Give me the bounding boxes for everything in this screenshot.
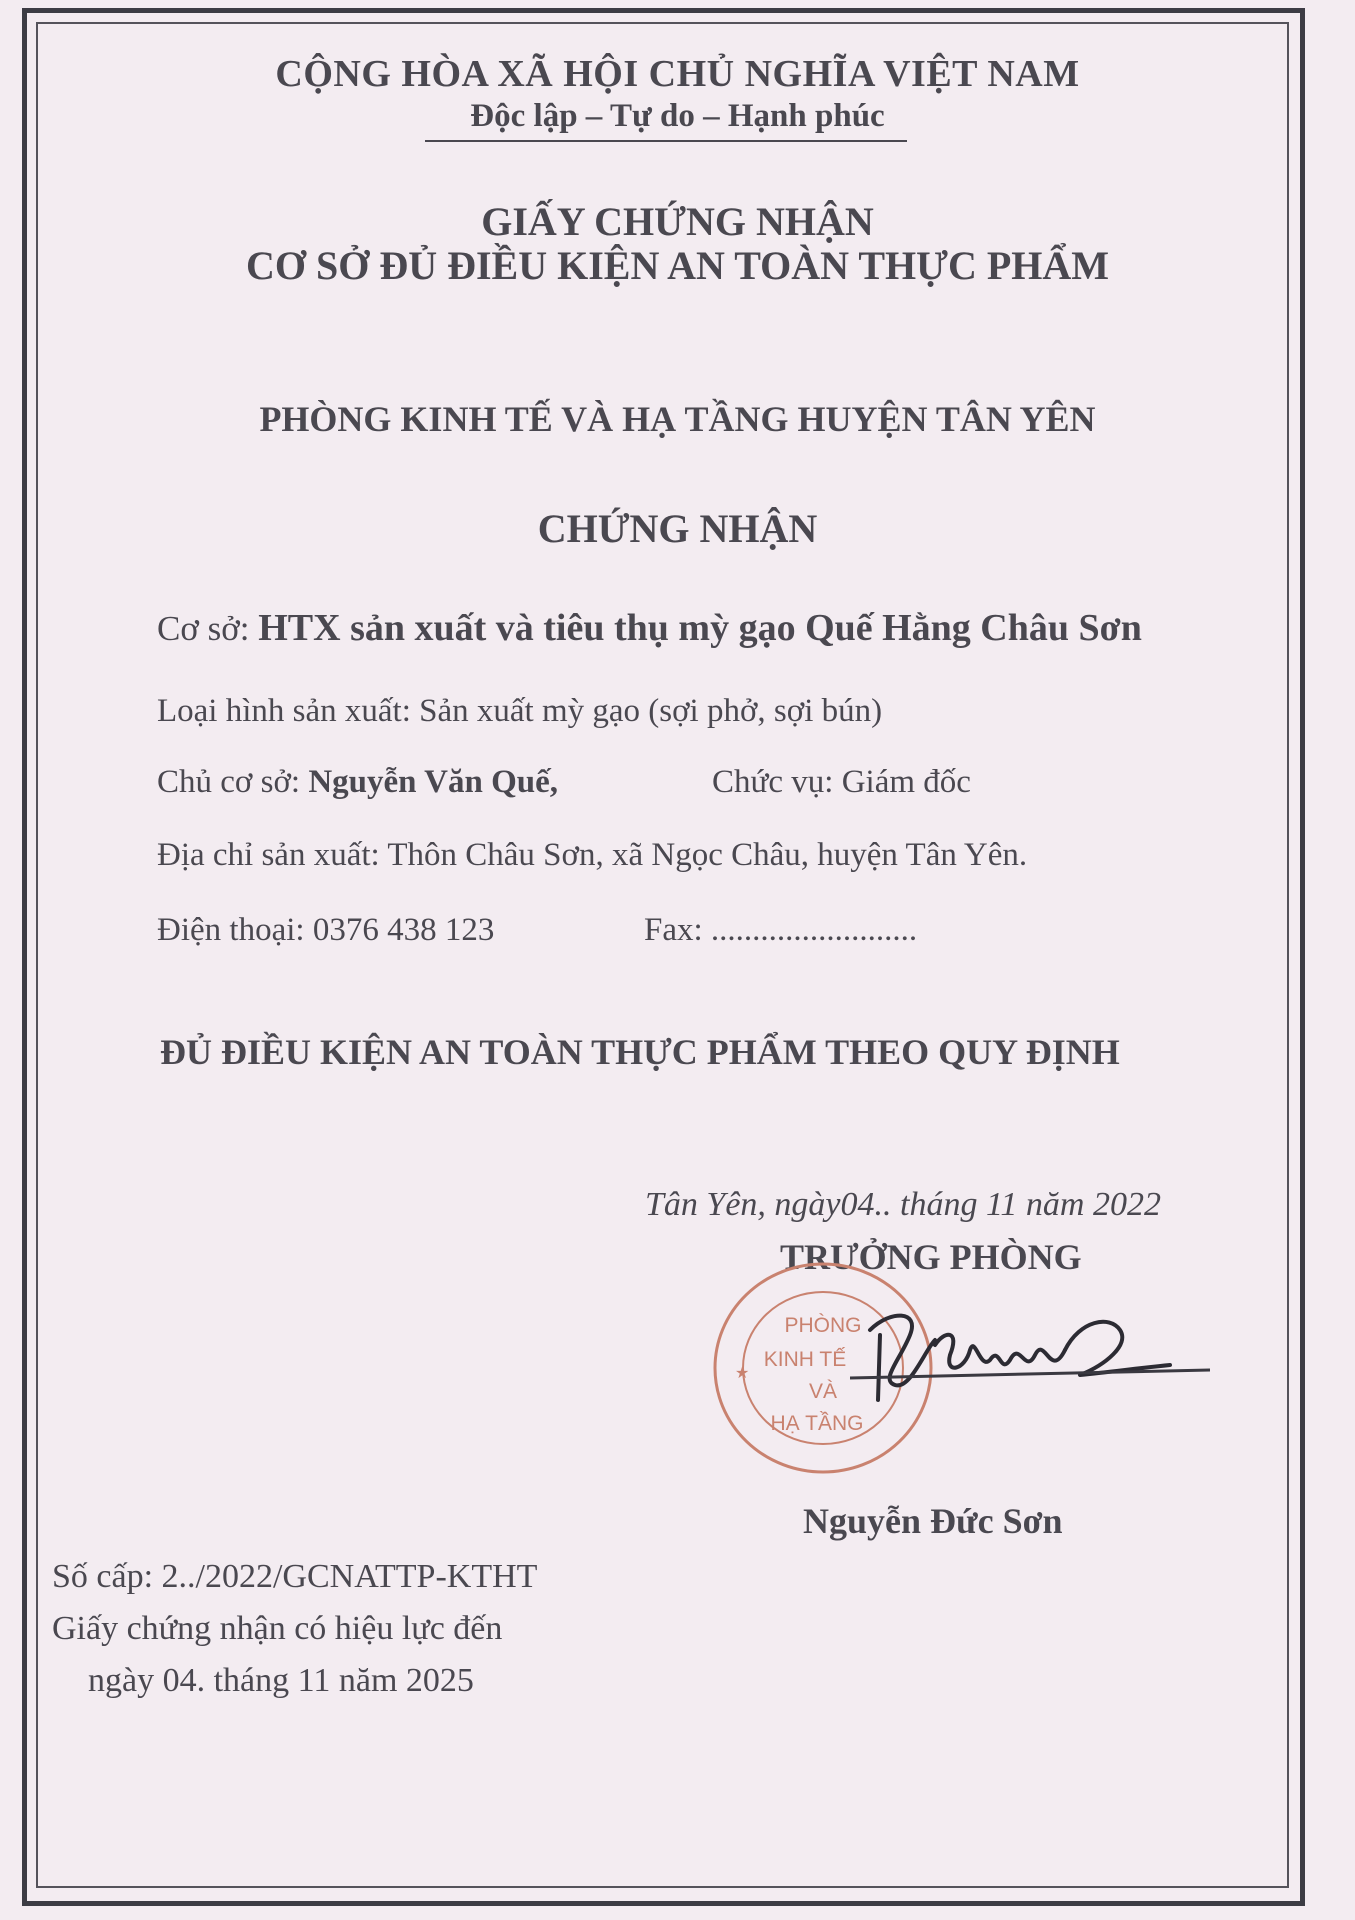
inner-border (36, 22, 1289, 1888)
svg-text:KINH TẾ: KINH TẾ (763, 1348, 847, 1371)
motto-underline (425, 140, 907, 142)
address-label: Địa chỉ sản xuất: (157, 837, 380, 873)
national-motto: Độc lập – Tự do – Hạnh phúc (470, 98, 885, 134)
phone-label: Điện thoại: (157, 912, 305, 948)
svg-text:HẠ TẦNG: HẠ TẦNG (770, 1412, 864, 1435)
position-value: Giám đốc (841, 764, 971, 800)
fax-value: ......................... (710, 912, 918, 948)
issuing-office: PHÒNG KINH TẾ VÀ HẠ TẦNG HUYỆN TÂN YÊN (259, 399, 1096, 439)
svg-text:VÀ: VÀ (808, 1380, 838, 1403)
facility-label: Cơ sở: (157, 609, 250, 648)
svg-text:PHÒNG: PHÒNG (784, 1314, 862, 1337)
owner-value: Nguyễn Văn Quế, (308, 764, 559, 800)
owner-label: Chủ cơ sở: (157, 764, 301, 800)
national-title: CỘNG HÒA XÃ HỘI CHỦ NGHĨA VIỆT NAM (275, 53, 1080, 95)
certificate-title: GIẤY CHỨNG NHẬN (481, 199, 874, 244)
address-row (157, 837, 1027, 874)
phone-row (157, 912, 918, 949)
address-value: Thôn Châu Sơn, xã Ngọc Châu, huyện Tân Yên. (387, 837, 1028, 873)
signatory-title: TRƯỞNG PHÒNG (780, 1237, 1082, 1277)
owner-row (157, 764, 971, 801)
fax-label: Fax: (644, 912, 703, 948)
handwritten-signature-icon (850, 1290, 1210, 1420)
validity-statement: Giấy chứng nhận có hiệu lực đến (52, 1610, 503, 1647)
signer-name: Nguyễn Đức Sơn (803, 1501, 1063, 1541)
position-group (712, 764, 971, 801)
production-type-row (157, 693, 882, 730)
conclusion-statement: ĐỦ ĐIỀU KIỆN AN TOÀN THỰC PHẨM THEO QUY ĐỊNH (160, 1032, 1120, 1072)
issue-number: Số cấp: 2../2022/GCNATTP-KTHT (52, 1558, 538, 1595)
facility-value: HTX sản xuất và tiêu thụ mỳ gạo Quế Hằng Châu Sơn (258, 607, 1142, 649)
place-date: Tân Yên, ngày04.. tháng 11 năm 2022 (645, 1186, 1161, 1223)
certificate-subtitle: CƠ SỞ ĐỦ ĐIỀU KIỆN AN TOÀN THỰC PHẨM (245, 243, 1110, 288)
production-type-label: Loại hình sản xuất: (157, 693, 411, 729)
svg-text:★: ★ (735, 1363, 750, 1382)
production-type-value: Sản xuất mỳ gạo (sợi phở, sợi bún) (419, 693, 883, 729)
position-label: Chức vụ: (712, 764, 834, 800)
phone-value: 0376 438 123 (312, 912, 495, 948)
validity-date: ngày 04. tháng 11 năm 2025 (88, 1662, 474, 1699)
fax-group (644, 912, 917, 949)
certifies-heading: CHỨNG NHẬN (537, 506, 818, 551)
facility-row (157, 606, 1142, 650)
